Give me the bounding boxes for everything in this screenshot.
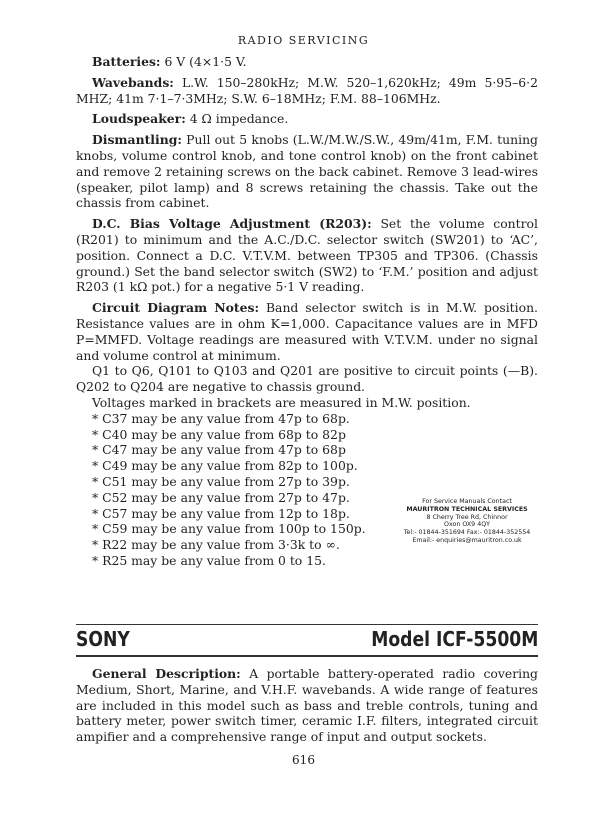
- component-note: * C47 may be any value from 47p to 68p: [92, 442, 346, 458]
- dismantling-text: Pull out 5 knobs (L.W./M.W./S.W., 49m/41m, F.M. tuning knobs, volume control knob, and tone control knob) on the front cabinet and remove 2 retaining screws on the back cabinet. Remove 3 lead-wires (speaker, pilot lamp) and 8 screws retaining the chassis. Take out the chassis from cabinet.: [76, 132, 538, 211]
- general-description: [76, 666, 538, 745]
- component-note: * C57 may be any value from 12p to 18p.: [92, 505, 350, 521]
- general-description-section: [76, 666, 538, 745]
- general-description-text: A portable battery-operated radio covering Medium, Short, Marine, and V.H.F. wavebands. A wide range of features are included in this model such as bass and treble controls, tuning and battery meter, power switch timer, ceramic I.F. filters, integrated circuit ampifier and a comprehensive range of input and output sockets.: [76, 666, 538, 745]
- component-note: * C51 may be any value from 27p to 39p.: [92, 473, 350, 489]
- batteries-spec: [76, 54, 538, 70]
- model-heading: Model ICF-5500M: [370, 627, 538, 651]
- circuit-notes-text: Band selector switch is in M.W. position. Resistance values are in ohm K=1,000. Capacitance values are in MFD P=MMFD. Voltage readings are measured with V.T.V.M. under no signal and volume control at minimum.: [76, 300, 538, 363]
- batteries-label: Batteries:: [92, 54, 161, 69]
- service-contact-stamp: [392, 498, 542, 545]
- contact-line: For Service Manuals Contact: [422, 498, 512, 505]
- contact-line: Tel:- 01844-351694 Fax:- 01844-352554: [403, 529, 531, 537]
- circuit-notes-label: Circuit Diagram Notes:: [92, 300, 260, 316]
- dismantling-section: [76, 132, 538, 211]
- wavebands-spec: [76, 75, 538, 107]
- component-note: * R22 may be any value from 3·3k to ∞.: [92, 537, 340, 553]
- loudspeaker-label: Loudspeaker:: [92, 111, 186, 127]
- component-note: * C52 may be any value from 27p to 47p.: [92, 489, 350, 505]
- general-description-label: General Description:: [92, 666, 241, 681]
- component-note: * C40 may be any value from 68p to 82p: [92, 426, 346, 442]
- contact-line: MAURITRON TECHNICAL SERVICES: [406, 505, 528, 513]
- section-divider: [76, 624, 538, 625]
- component-note: * C37 may be any value from 47p to 68p.: [92, 410, 350, 426]
- wavebands-value: L.W. 150–280kHz; M.W. 520–1,620kHz; 49m 5·95–6·2 MHZ; 41m 7·1–7·3MHz; S.W. 6–18MHz; F.M. 88–106MHz.: [76, 74, 538, 106]
- section-divider: [76, 655, 538, 657]
- running-head: RADIO SERVICING: [237, 34, 370, 47]
- batteries-value: 6 V (4×1·5 V.: [164, 54, 247, 69]
- circuit-notes-para3: Voltages marked in brackets are measured in M.W. position.: [92, 394, 471, 410]
- loudspeaker-spec: [76, 111, 538, 127]
- specifications-section: [76, 54, 538, 569]
- loudspeaker-value: 4 Ω impedance.: [189, 111, 289, 127]
- component-note: * C49 may be any value from 82p to 100p.: [92, 458, 358, 474]
- wavebands-label: Wavebands:: [92, 74, 174, 90]
- dc-bias-section: [76, 216, 538, 295]
- brand-heading: SONY: [76, 627, 130, 651]
- dc-bias-text: Set the volume control (R201) to minimum and the A.C./D.C. selector switch (SW201) to ‘AC’, position. Connect a D.C. V.T.V.M. between TP305 and TP306. (Chassis ground.) Set the band selector switch (SW2) to ‘F.M.’ position and adjust R203 (1 kΩ pot.) for a negative 5·1 V reading.: [76, 216, 538, 295]
- component-note: * C59 may be any value from 100p to 150p.: [92, 521, 366, 537]
- circuit-notes-para2: Q1 to Q6, Q101 to Q103 and Q201 are positive to circuit points (—B). Q202 to Q204 are negative to chassis ground.: [76, 363, 538, 395]
- circuit-notes-section: [76, 300, 538, 363]
- component-value-list: [76, 411, 538, 569]
- contact-line: Oxon OX9 4QY: [443, 521, 491, 529]
- contact-line: 8 Cherry Tree Rd, Chinnor: [426, 513, 508, 521]
- dismantling-label: Dismantling:: [92, 132, 182, 148]
- contact-line: Email:- enquiries@mauritron.co.uk: [412, 536, 522, 544]
- dc-bias-label: D.C. Bias Voltage Adjustment (R203):: [92, 216, 372, 232]
- page-number: 616: [292, 753, 315, 767]
- component-note: * R25 may be any value from 0 to 15.: [92, 552, 326, 568]
